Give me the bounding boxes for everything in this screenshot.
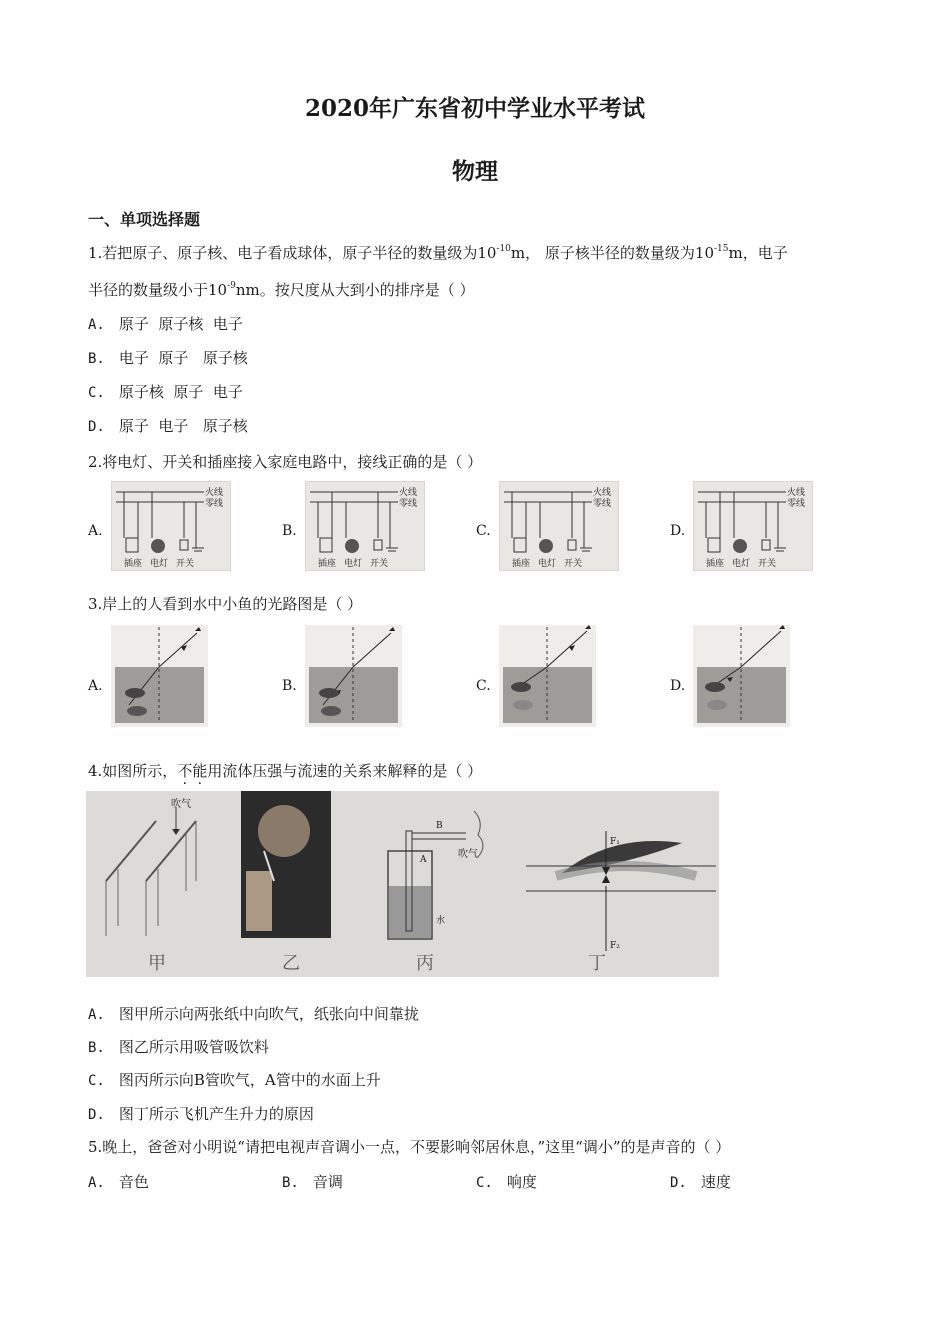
q4-stem: 4.如图所示，不能用流体压强与流速的关系来解释的是（ ） [88,762,483,780]
circuit-diagram-d [693,481,813,571]
q3-option-a[interactable]: A. [88,678,103,694]
switch-label: 开关 [564,559,583,569]
q2-option-d[interactable]: D. [670,523,686,539]
q1-stem-line1: 1.若把原子、原子核、电子看成球体，原子半径的数量级为$10^{-10}m$， 原子核半径的数量级为$10^{-15}m$，电子 [88,244,788,262]
q3-stem: 3.岸上的人看到水中小鱼的光路图是（ ） [88,595,363,613]
light-path-figure-a [111,625,208,727]
lamp-label: 电灯 [732,559,751,569]
lamp-label: 电灯 [538,559,557,569]
light-path-figure-b [305,625,402,727]
q1-option-d[interactable]: D. 原子 电子 原子核 [88,417,248,435]
q1-option-c[interactable]: C. 原子核 原子 电子 [88,383,243,401]
q4-option-b[interactable]: B. 图乙所示用吸管吸饮料 [88,1038,269,1056]
exam-title: 2020年广东省初中学业水平考试 [304,95,645,122]
force-up-label: F₁ [610,837,620,847]
force-down-label: F₂ [610,941,620,951]
fig-label-yi: 乙 [282,953,300,974]
q4-option-a[interactable]: A. 图甲所示向两张纸中向吹气，纸张向中间靠拢 [88,1005,419,1023]
q1-option-b[interactable]: B. 电子 原子 原子核 [88,349,248,367]
wire-live-label: 火线 [399,488,418,498]
fig-label-jia: 甲 [148,953,166,974]
circuit-diagram-b [305,481,425,571]
socket-label: 插座 [318,559,337,569]
circuit-diagram-c [499,481,619,571]
tube-b-label: B [436,821,443,831]
blow-label: 吹气 [171,799,191,810]
q1-stem-line2: 半径的数量级小于$10^{-9}nm$。按尺度从大到小的排序是（ ） [88,281,475,299]
q4-figure-panel [86,791,719,977]
q2-stem: 2.将电灯、开关和插座接入家庭电路中，接线正确的是（ ） [88,453,483,471]
fig-label-ding: 丁 [588,953,606,974]
q3-option-b[interactable]: B. [282,678,297,694]
q5-option-a[interactable]: A. 音色 [88,1173,149,1191]
wire-live-label: 火线 [593,488,612,498]
lamp-label: 电灯 [150,559,169,569]
switch-label: 开关 [370,559,389,569]
subject-title: 物理 [452,158,498,185]
socket-label: 插座 [512,559,531,569]
q3-option-c[interactable]: C. [476,678,491,694]
light-path-figure-c [499,625,596,727]
wire-neutral-label: 零线 [399,499,418,509]
q2-option-a[interactable]: A. [88,523,103,539]
switch-label: 开关 [176,559,195,569]
q1-option-a[interactable]: A. 原子 原子核 电子 [88,315,243,333]
circuit-diagram-a [111,481,231,571]
q5-option-c[interactable]: C. 响度 [476,1173,537,1191]
q3-option-d[interactable]: D. [670,678,686,694]
socket-label: 插座 [706,559,725,569]
switch-label: 开关 [758,559,777,569]
tube-a-label: A [420,855,427,865]
wire-neutral-label: 零线 [787,499,806,509]
lamp-label: 电灯 [344,559,363,569]
q5-stem: 5.晚上，爸爸对小明说“请把电视声音调小一点，不要影响邻居休息，”这里“调小”的是声音的（ ） [88,1138,731,1156]
wire-live-label: 火线 [787,488,806,498]
socket-label: 插座 [124,559,143,569]
wire-live-label: 火线 [205,488,224,498]
q2-option-c[interactable]: C. [476,523,491,539]
blow-label-2: 吹气 [458,849,478,860]
q5-option-b[interactable]: B. 音调 [282,1173,343,1191]
section-title: 一、单项选择题 [88,210,201,229]
water-label: 水 [436,916,446,926]
q4-option-d[interactable]: D. 图丁所示飞机产生升力的原因 [88,1105,314,1123]
fig-label-bing: 丙 [416,953,434,974]
wire-neutral-label: 零线 [593,499,612,509]
q2-option-b[interactable]: B. [282,523,297,539]
wire-neutral-label: 零线 [205,499,224,509]
light-path-figure-d [693,625,790,727]
q4-option-c[interactable]: C. 图丙所示向B管吹气，A管中的水面上升 [88,1071,381,1089]
q5-option-d[interactable]: D. 速度 [670,1173,731,1191]
